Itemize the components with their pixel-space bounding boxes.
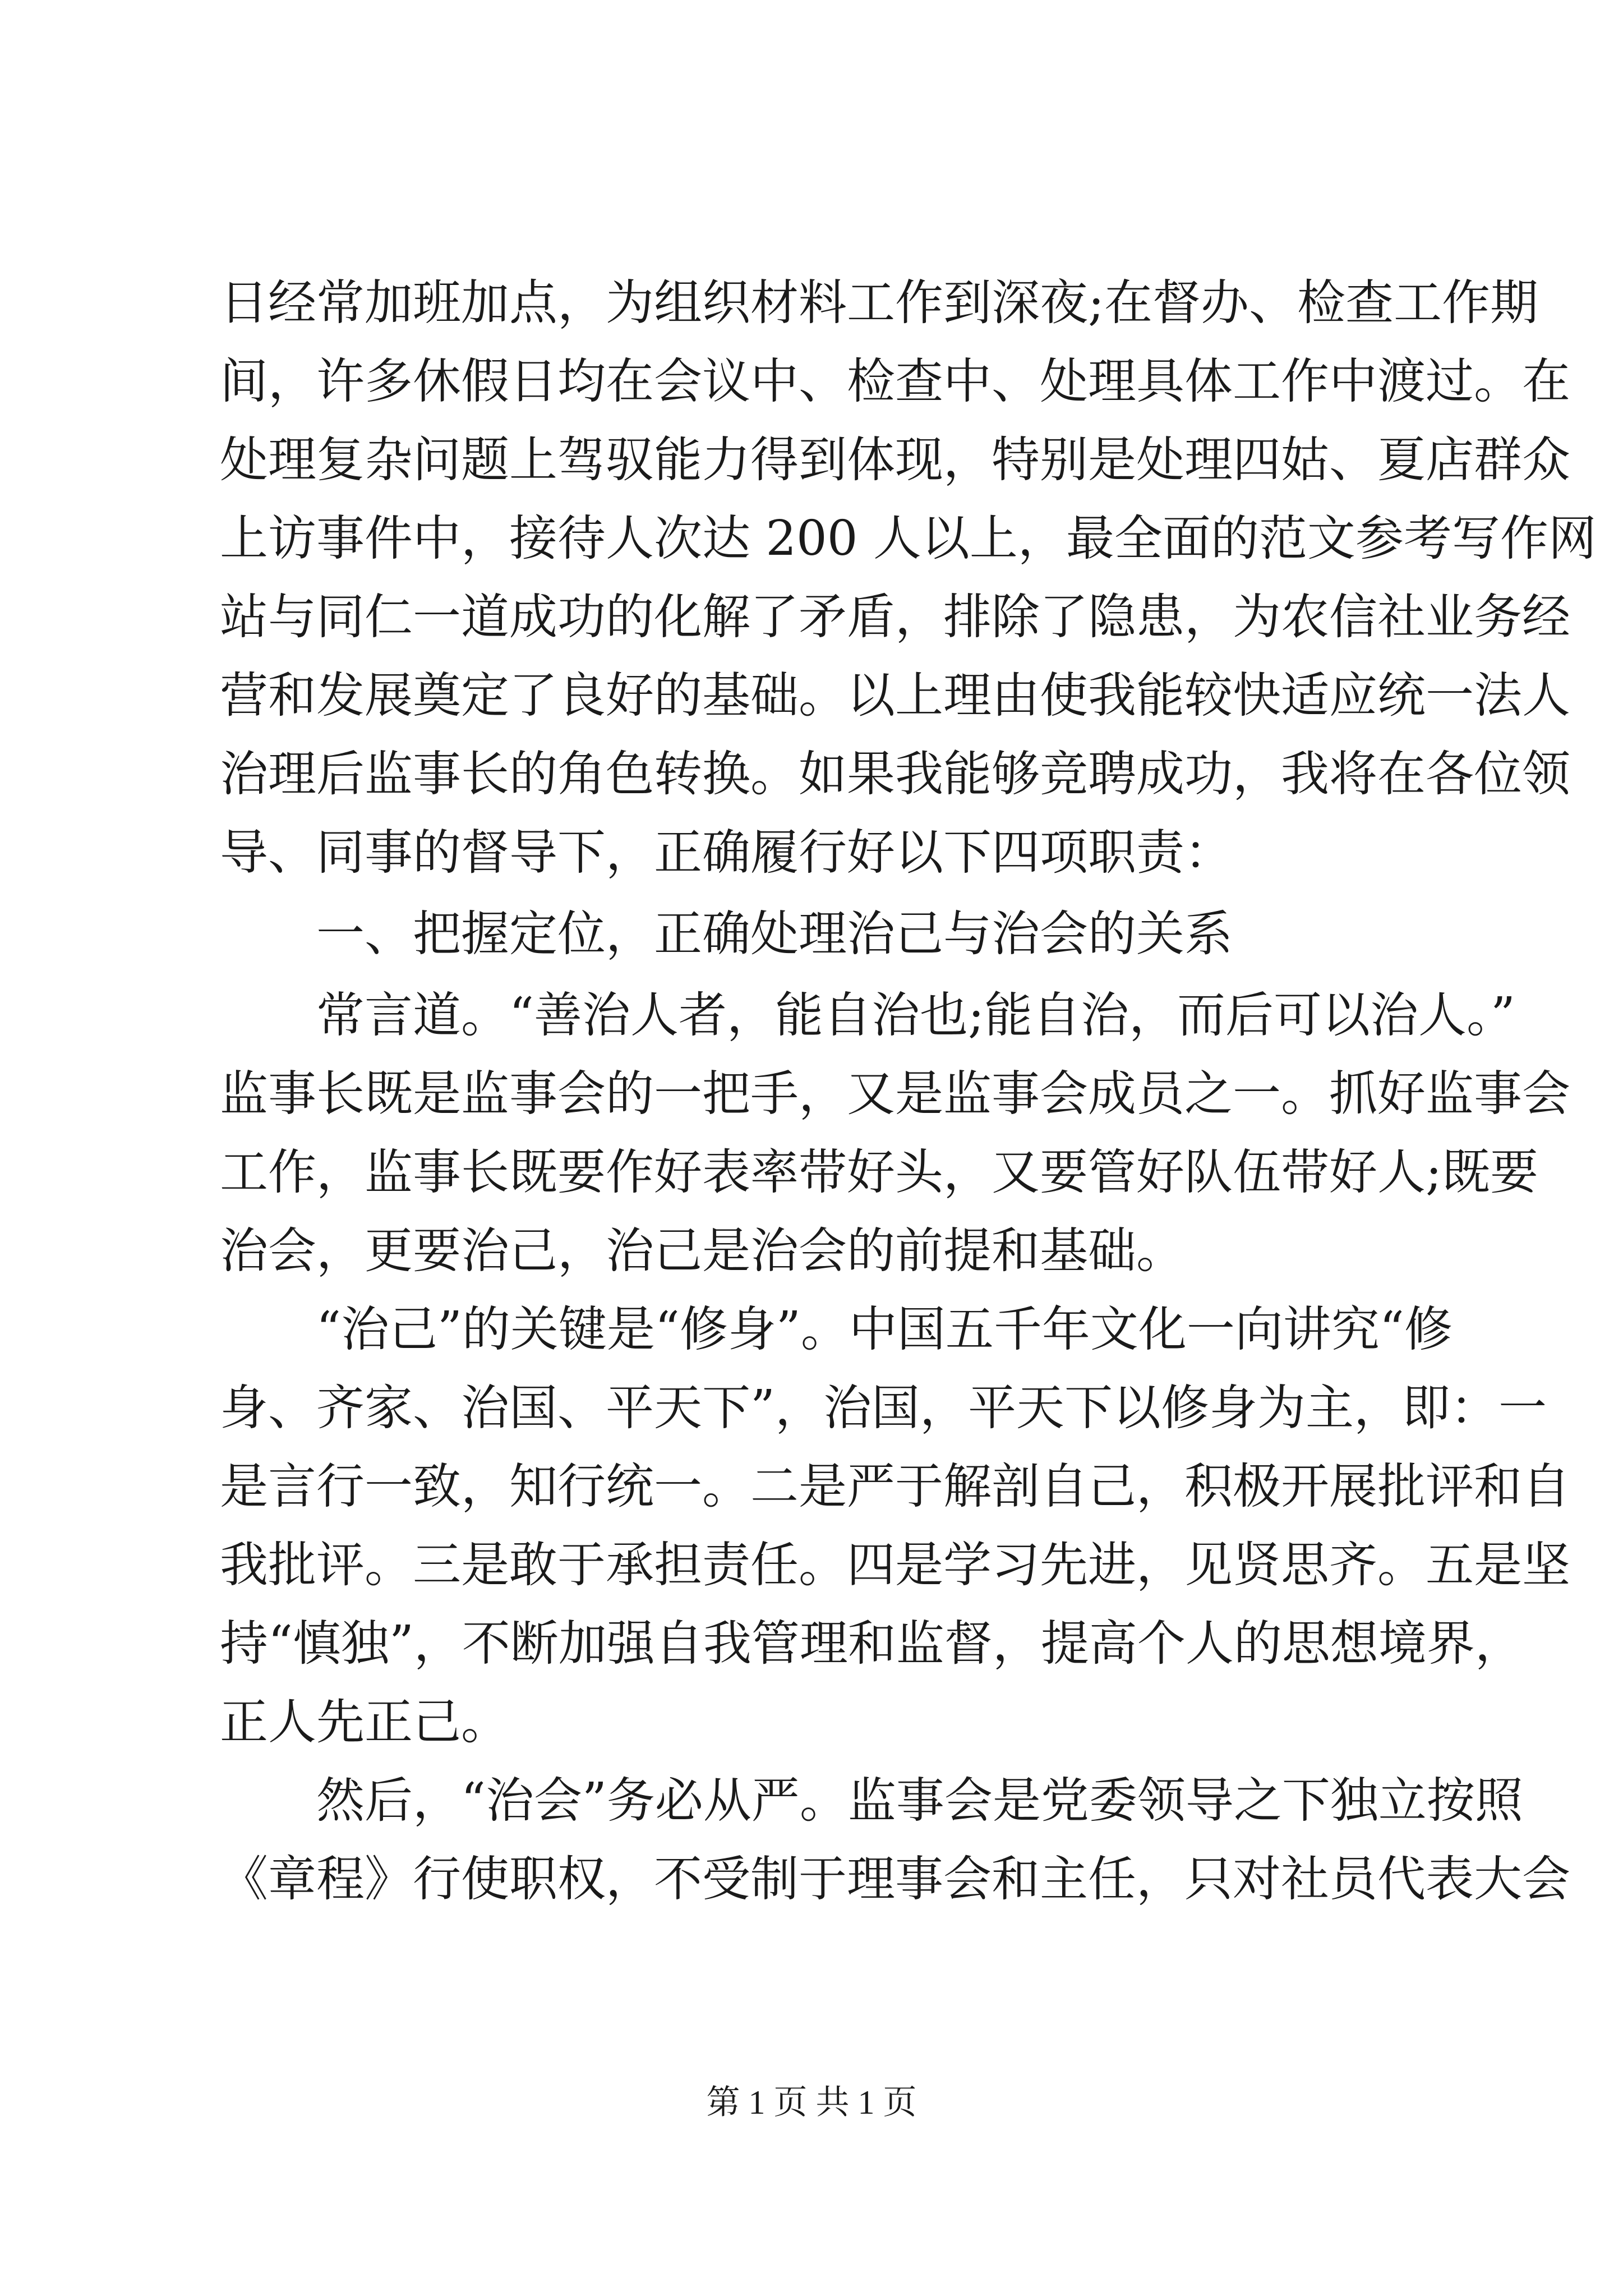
document-body xyxy=(220,264,1597,1918)
text-line: 身、齐家、治国、平天下”，治国，平天下以修身为主，即：一 xyxy=(220,1380,1547,1436)
text-line: 持“慎独”，不断加强自我管理和监督，提高个人的思想境界， xyxy=(220,1616,1523,1672)
text-line: 正人先正己。 xyxy=(220,1694,509,1750)
text-line: 工作，监事长既要作好表率带好头，又要管好队伍带好人;既要 xyxy=(220,1144,1538,1200)
text-line: 上访事件中，接待人次达 200 人以上，最全面的范文参考写作网 xyxy=(220,510,1597,567)
text-line: 导、同事的督导下，正确履行好以下四项职责： xyxy=(220,825,1233,881)
text-line: 然后，“治会”务必从严。监事会是党委领导之下独立按照 xyxy=(220,1773,1523,1829)
text-line: 《章程》行使职权，不受制于理事会和主任，只对社员代表大会 xyxy=(220,1851,1570,1907)
text-line: 我批评。三是敢于承担责任。四是学习先进，见贤思齐。五是坚 xyxy=(220,1537,1570,1593)
text-line: 是言行一致，知行统一。二是严于解剖自己，积极开展批评和自 xyxy=(220,1458,1570,1515)
text-line: 营和发展奠定了良好的基础。以上理由使我能较快适应统一法人 xyxy=(220,668,1570,724)
text-line: 站与同仁一道成功的化解了矛盾，排除了隐患，为农信社业务经 xyxy=(220,589,1570,645)
text-line: “治己”的关键是“修身”。中国五千年文化一向讲究“修 xyxy=(220,1301,1453,1358)
section-heading: 一、把握定位，正确处理治己与治会的关系 xyxy=(220,906,1233,962)
text-line: 间，许多休假日均在会议中、检查中、处理具体工作中渡过。在 xyxy=(220,353,1570,409)
text-line: 常言道。“善治人者，能自治也;能自治，而后可以治人。” xyxy=(220,987,1515,1043)
page-number-footer: 第 1 页 共 1 页 xyxy=(706,2084,917,2121)
text-line: 治会，更要治己，治己是治会的前提和基础。 xyxy=(220,1223,1184,1279)
text-line: 日经常加班加点，为组织材料工作到深夜;在督办、检查工作期 xyxy=(220,275,1538,331)
text-line: 治理后监事长的角色转换。如果我能够竞聘成功，我将在各位领 xyxy=(220,746,1570,802)
text-line: 处理复杂问题上驾驭能力得到体现，特别是处理四姑、夏店群众 xyxy=(220,432,1570,488)
text-line: 监事长既是监事会的一把手，又是监事会成员之一。抓好监事会 xyxy=(220,1066,1570,1122)
